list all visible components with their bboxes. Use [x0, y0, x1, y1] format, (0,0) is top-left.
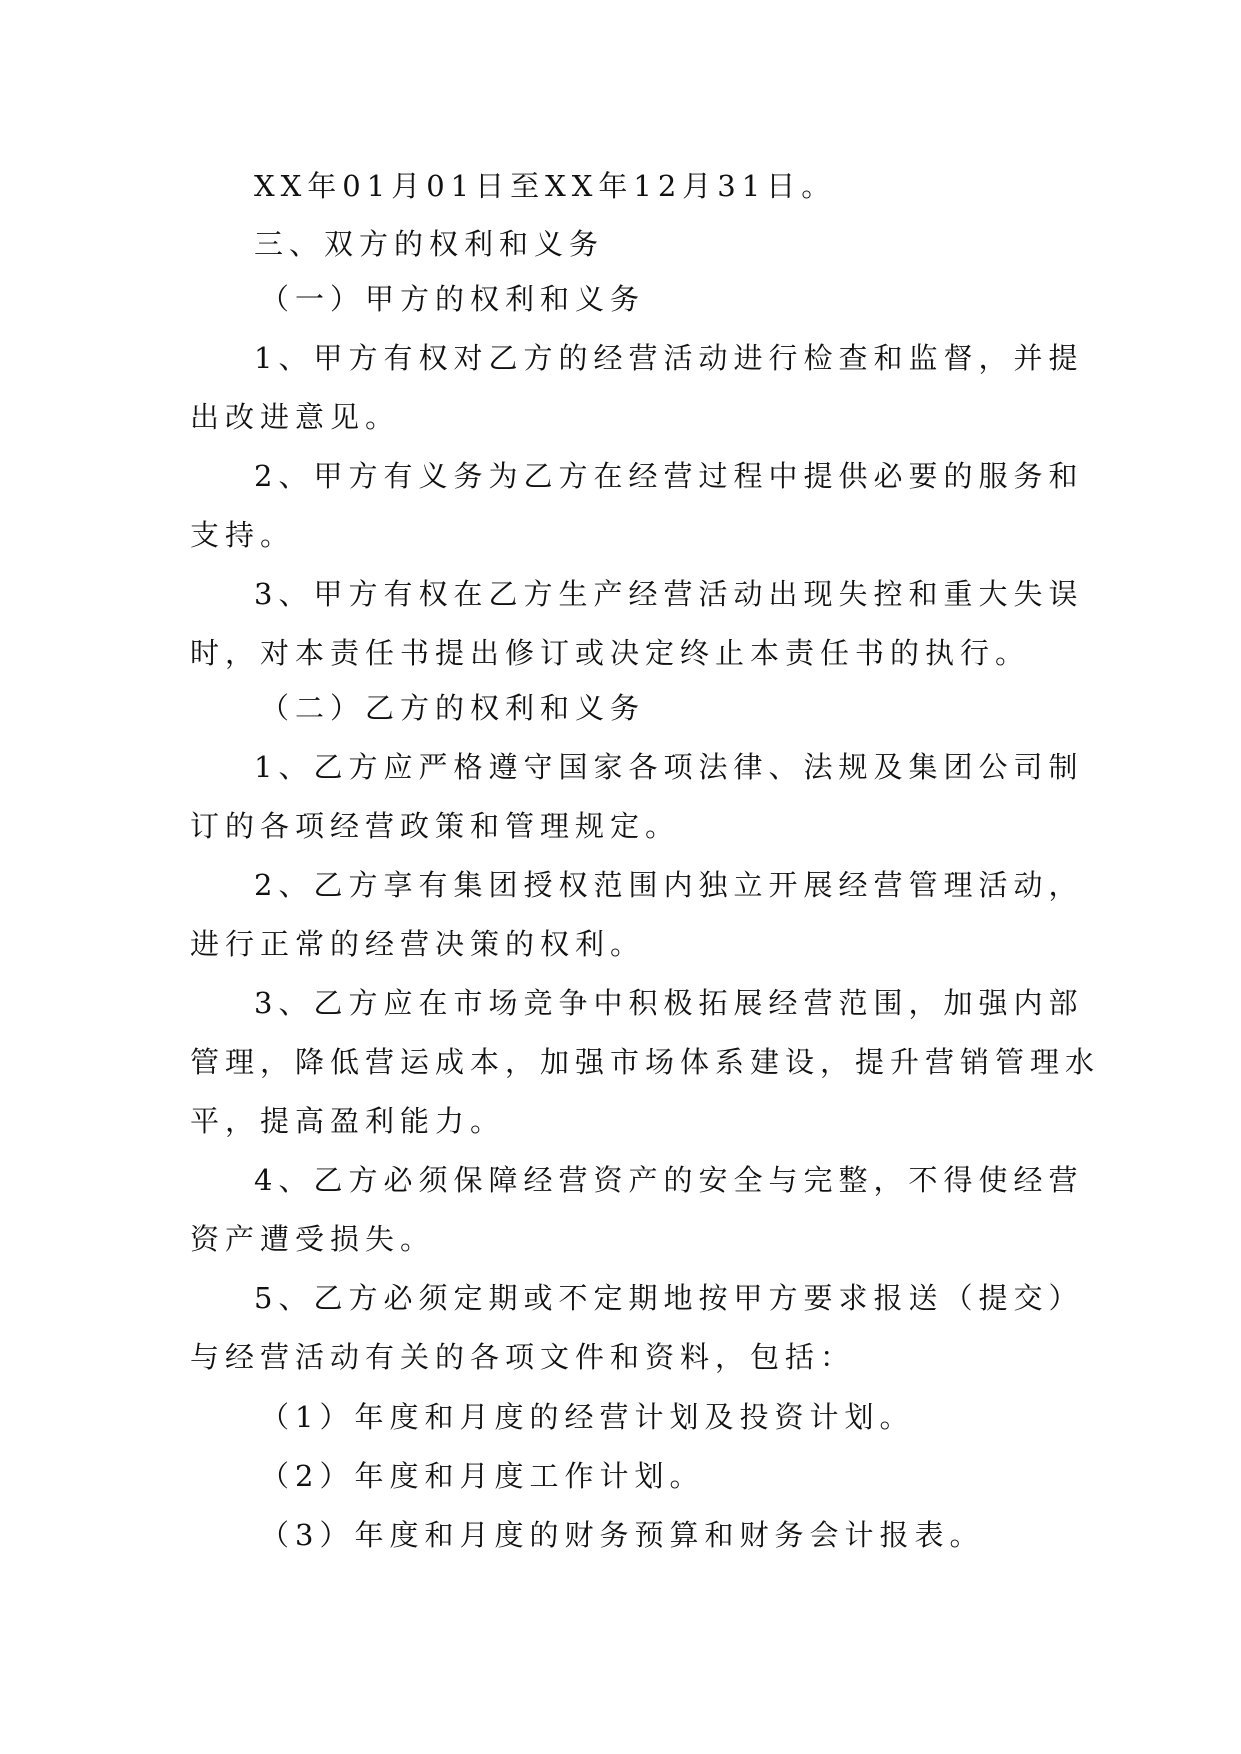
paragraph-line: 资产遭受损失。: [190, 1222, 436, 1256]
paragraph-line: 管理，降低营运成本，加强市场体系建设，提升营销管理水: [190, 1045, 1101, 1079]
paragraph-line: 订的各项经营政策和管理规定。: [190, 809, 681, 843]
subsection-heading-party-b: （二）乙方的权利和义务: [260, 691, 646, 725]
list-item: （2）年度和月度工作计划。: [260, 1459, 705, 1493]
paragraph-line: 2、甲方有义务为乙方在经营过程中提供必要的服务和: [254, 459, 1084, 493]
paragraph-line: 3、甲方有权在乙方生产经营活动出现失控和重大失误: [254, 577, 1084, 611]
subsection-heading-party-a: （一）甲方的权利和义务: [260, 282, 646, 316]
list-item: （1）年度和月度的经营计划及投资计划。: [260, 1400, 915, 1434]
date-range-line: XX年01月01日至XX年12月31日。: [254, 169, 837, 203]
paragraph-line: 时，对本责任书提出修订或决定终止本责任书的执行。: [190, 636, 1031, 670]
list-item: （3）年度和月度的财务预算和财务会计报表。: [260, 1518, 985, 1552]
paragraph-line: 出改进意见。: [190, 400, 401, 434]
section-heading: 三、双方的权利和义务: [254, 227, 605, 261]
paragraph-line: 进行正常的经营决策的权利。: [190, 927, 646, 961]
paragraph-line: 2、乙方享有集团授权范围内独立开展经营管理活动，: [254, 868, 1084, 902]
paragraph-line: 1、甲方有权对乙方的经营活动进行检查和监督，并提: [254, 341, 1084, 375]
paragraph-line: 5、乙方必须定期或不定期地按甲方要求报送（提交）: [254, 1281, 1084, 1315]
paragraph-line: 4、乙方必须保障经营资产的安全与完整，不得使经营: [254, 1163, 1084, 1197]
paragraph-line: 1、乙方应严格遵守国家各项法律、法规及集团公司制: [254, 750, 1084, 784]
paragraph-line: 3、乙方应在市场竞争中积极拓展经营范围，加强内部: [254, 986, 1084, 1020]
paragraph-line: 与经营活动有关的各项文件和资料，包括：: [190, 1340, 856, 1374]
paragraph-line: 支持。: [190, 518, 296, 552]
paragraph-line: 平，提高盈利能力。: [190, 1104, 506, 1138]
